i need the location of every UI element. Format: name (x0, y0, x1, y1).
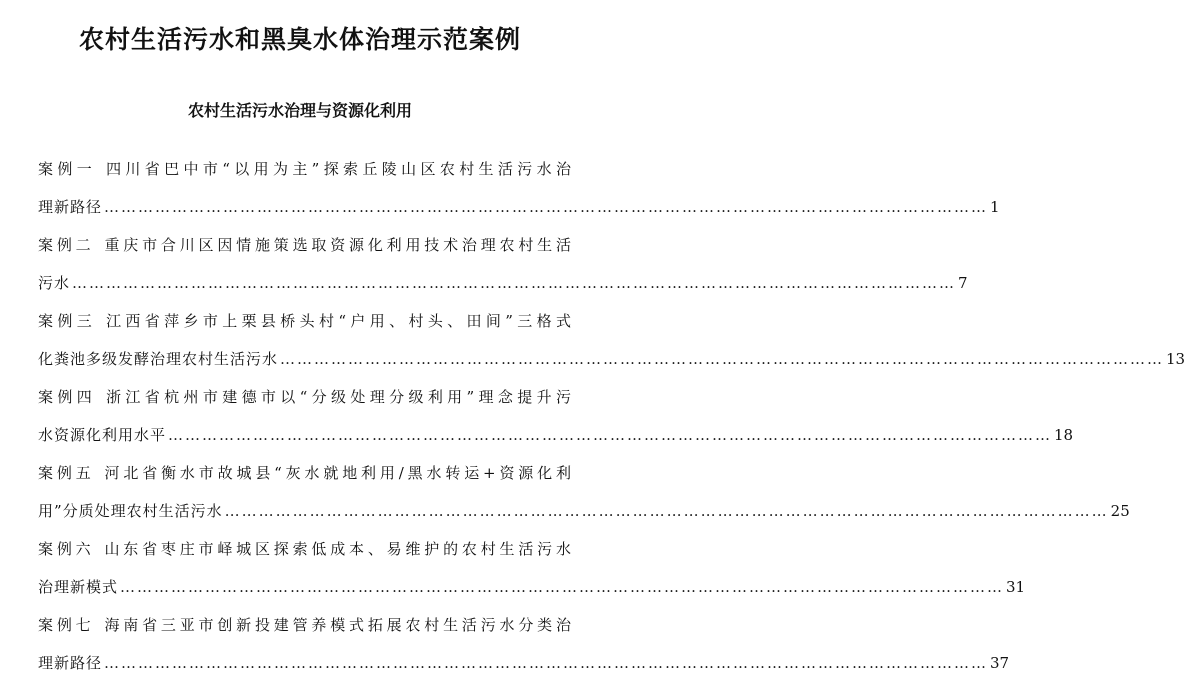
case-title-line1: 浙江省杭州市建德市以“分级处理分级利用”理念提升污 (106, 388, 572, 406)
case-title-line2: 污水 (38, 274, 71, 292)
case-label: 案例三 (38, 312, 97, 330)
page-number: 7 (958, 274, 968, 292)
case-title-line1: 河北省衡水市故城县“灰水就地利用/黑水转运+资源化利 (104, 464, 572, 482)
case-label: 案例二 (38, 236, 95, 254)
dot-leader: ………………………………………………………………………………………………………………………………………… (72, 274, 957, 292)
dot-leader: ………………………………………………………………………………………………………………………………………… (224, 502, 1109, 520)
page-number: 13 (1166, 350, 1185, 368)
case-title-line1: 海南省三亚市创新投建管养模式拓展农村生活污水分类治 (104, 616, 572, 634)
page-number: 18 (1054, 426, 1074, 444)
toc-entry-4[interactable] (38, 378, 1074, 454)
case-title-line1: 山东省枣庄市峄城区探索低成本、易维护的农村生活污水 (104, 540, 572, 558)
page-number: 37 (990, 654, 1010, 672)
dot-leader: ………………………………………………………………………………………………………………………………………… (104, 654, 989, 672)
case-title-line2: 治理新模式 (38, 578, 119, 596)
case-label: 案例五 (38, 464, 95, 482)
case-label: 案例一 (38, 160, 97, 178)
table-of-contents (38, 150, 1185, 682)
toc-entry-2[interactable] (38, 226, 968, 302)
toc-entry-1[interactable] (38, 150, 1000, 226)
case-title-line1: 重庆市合川区因情施策选取资源化利用技术治理农村生活 (104, 236, 572, 254)
page-number: 1 (990, 198, 1000, 216)
section-title: 农村生活污水治理与资源化利用 (187, 101, 412, 120)
case-label: 案例六 (38, 540, 95, 558)
dot-leader: ………………………………………………………………………………………………………………………………………… (280, 350, 1165, 368)
toc-entry-6[interactable] (38, 530, 1026, 606)
case-title-line1: 江西省萍乡市上栗县桥头村“户用、村头、田间”三格式 (106, 312, 572, 330)
case-label: 案例四 (38, 388, 97, 406)
case-title-line2: 理新路径 (38, 198, 103, 216)
case-title-line2: 化粪池多级发酵治理农村生活污水 (38, 350, 279, 368)
case-title-line2: 用”分质处理农村生活污水 (38, 502, 223, 520)
dot-leader: ………………………………………………………………………………………………………………………………………… (168, 426, 1053, 444)
case-title-line2: 理新路径 (38, 654, 103, 672)
toc-entry-7[interactable] (38, 606, 1010, 682)
toc-entry-5[interactable] (38, 454, 1130, 530)
page-number: 25 (1110, 502, 1130, 520)
case-title-line2: 水资源化利用水平 (38, 426, 167, 444)
case-title-line1: 四川省巴中市“以用为主”探索丘陵山区农村生活污水治 (106, 160, 572, 178)
document-title: 农村生活污水和黑臭水体治理示范案例 (78, 25, 521, 54)
dot-leader: ………………………………………………………………………………………………………………………………………… (104, 198, 989, 216)
dot-leader: ………………………………………………………………………………………………………………………………………… (120, 578, 1005, 596)
toc-entry-3[interactable] (38, 302, 1185, 378)
case-label: 案例七 (38, 616, 95, 634)
page-number: 31 (1006, 578, 1026, 596)
